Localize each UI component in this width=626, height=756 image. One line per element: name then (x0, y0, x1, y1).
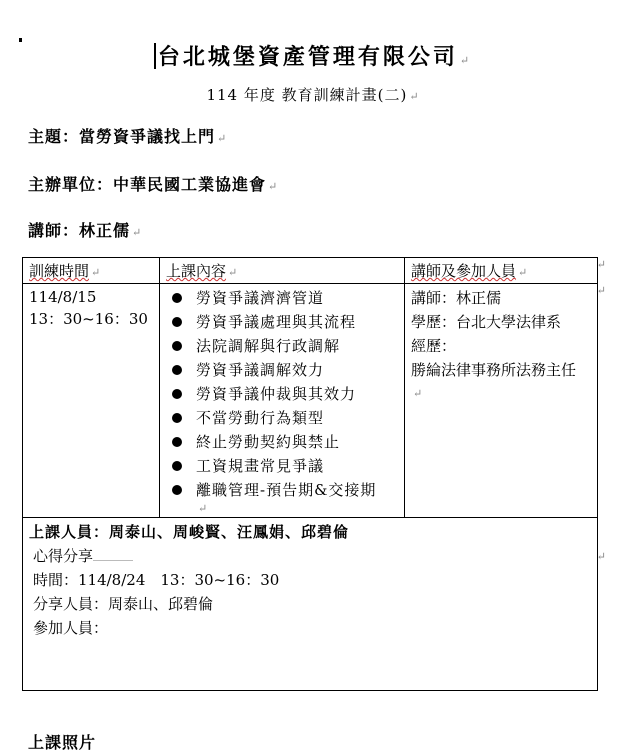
topic-text: 離職管理-預告期&交接期 (196, 481, 377, 499)
topic-text: 勞資爭議處理與其流程 (196, 313, 357, 331)
topic-text: 勞資爭議調解效力 (196, 361, 325, 379)
topic-text: 工資規畫常見爭議 (196, 457, 325, 475)
text-cursor (154, 43, 156, 69)
table-row (23, 518, 598, 691)
topic-text: 勞資爭議仲裁與其效力 (196, 385, 357, 403)
topic-item (166, 382, 398, 406)
bullet-icon (172, 437, 182, 447)
share-time-line: 時間：114/8/24 13：30~16：30 (33, 571, 280, 589)
paragraph-mark-icon: ↵ (198, 502, 208, 515)
paragraph-mark-icon: ↵ (413, 387, 423, 400)
sharers-line: 分享人員：周泰山、邱碧倫 (33, 595, 214, 613)
topic-list (166, 286, 398, 502)
organizer-text: 主辦單位：中華民國工業協進會 (28, 175, 267, 194)
topic-item (166, 358, 398, 382)
paragraph-mark-icon: ↵ (459, 54, 473, 67)
bullet-icon (172, 461, 182, 471)
topic-item (166, 406, 398, 430)
company-title (0, 40, 626, 71)
paragraph-mark-icon: ↵ (268, 180, 279, 193)
bullet-icon (172, 389, 182, 399)
topic-text: 主題：當勞資爭議找上門 (28, 127, 216, 146)
blank-line (93, 560, 133, 561)
share-title: 心得分享 (33, 547, 94, 565)
training-hours: 13：30~16：30 (29, 310, 148, 328)
bullet-icon (172, 413, 182, 423)
photos-heading: 上課照片 (28, 733, 97, 752)
share-title-line (29, 544, 591, 568)
lecturer-experience-label: 經歷： (411, 337, 457, 355)
header-time (23, 258, 160, 284)
bullet-icon (172, 293, 182, 303)
joiners-line: 參加人員： (33, 619, 109, 637)
organizer-line (28, 172, 278, 195)
lecturer-education: 學歷：台北大學法律系 (411, 313, 562, 331)
paragraph-mark-icon: ↵ (409, 90, 420, 103)
lecturer-cell (405, 284, 598, 518)
lecturer-text: 講師：林正儒 (28, 221, 131, 240)
plan-title (0, 84, 626, 105)
bullet-icon (172, 317, 182, 327)
topic-item (166, 478, 398, 502)
row-end-mark-icon: ↵ (596, 284, 606, 297)
table-header-row (23, 258, 598, 284)
header-time-label: 訓練時間 (29, 262, 90, 280)
table-row (23, 284, 598, 518)
topic-text: 勞資爭議濟濟管道 (196, 289, 325, 307)
paragraph-mark-icon: ↵ (132, 226, 143, 239)
lecturer-line (28, 218, 142, 241)
topic-item (166, 286, 398, 310)
topic-item (166, 334, 398, 358)
header-lecturer-label: 講師及參加人員 (411, 262, 517, 280)
training-date: 114/8/15 (29, 288, 97, 306)
lecturer-experience: 勝綸法律事務所法務主任 (411, 361, 577, 379)
topic-text: 終止勞動契約與禁止 (196, 433, 341, 451)
company-name: 台北城堡資產管理有限公司 (157, 44, 458, 70)
paragraph-mark-icon: ↵ (217, 132, 228, 145)
topic-item (166, 430, 398, 454)
header-lecturer (405, 258, 598, 284)
lecturer-name: 講師：林正儒 (411, 289, 502, 307)
content-cell (160, 284, 405, 518)
schedule-table (22, 257, 598, 691)
cell-mark-icon: ↵ (91, 266, 101, 279)
bullet-icon (172, 485, 182, 495)
participants-line: 上課人員：周泰山、周峻賢、汪鳳娟、邱碧倫 (29, 523, 350, 541)
header-content-label: 上課內容 (166, 262, 227, 280)
row-end-mark-icon: ↵ (596, 258, 606, 271)
topic-item (166, 310, 398, 334)
bullet-icon (172, 341, 182, 351)
topic-text: 不當勞動行為類型 (196, 409, 325, 427)
time-cell (23, 284, 160, 518)
cell-mark-icon: ↵ (228, 266, 238, 279)
header-content (160, 258, 405, 284)
topic-item (166, 454, 398, 478)
bullet-icon (172, 365, 182, 375)
topic-text: 法院調解與行政調解 (196, 337, 341, 355)
row-end-mark-icon: ↵ (596, 550, 606, 563)
topic-line (28, 124, 227, 147)
attendees-cell (23, 518, 598, 691)
cell-mark-icon: ↵ (518, 266, 528, 279)
plan-text: 114 年度 教育訓練計畫(二) (206, 86, 408, 104)
